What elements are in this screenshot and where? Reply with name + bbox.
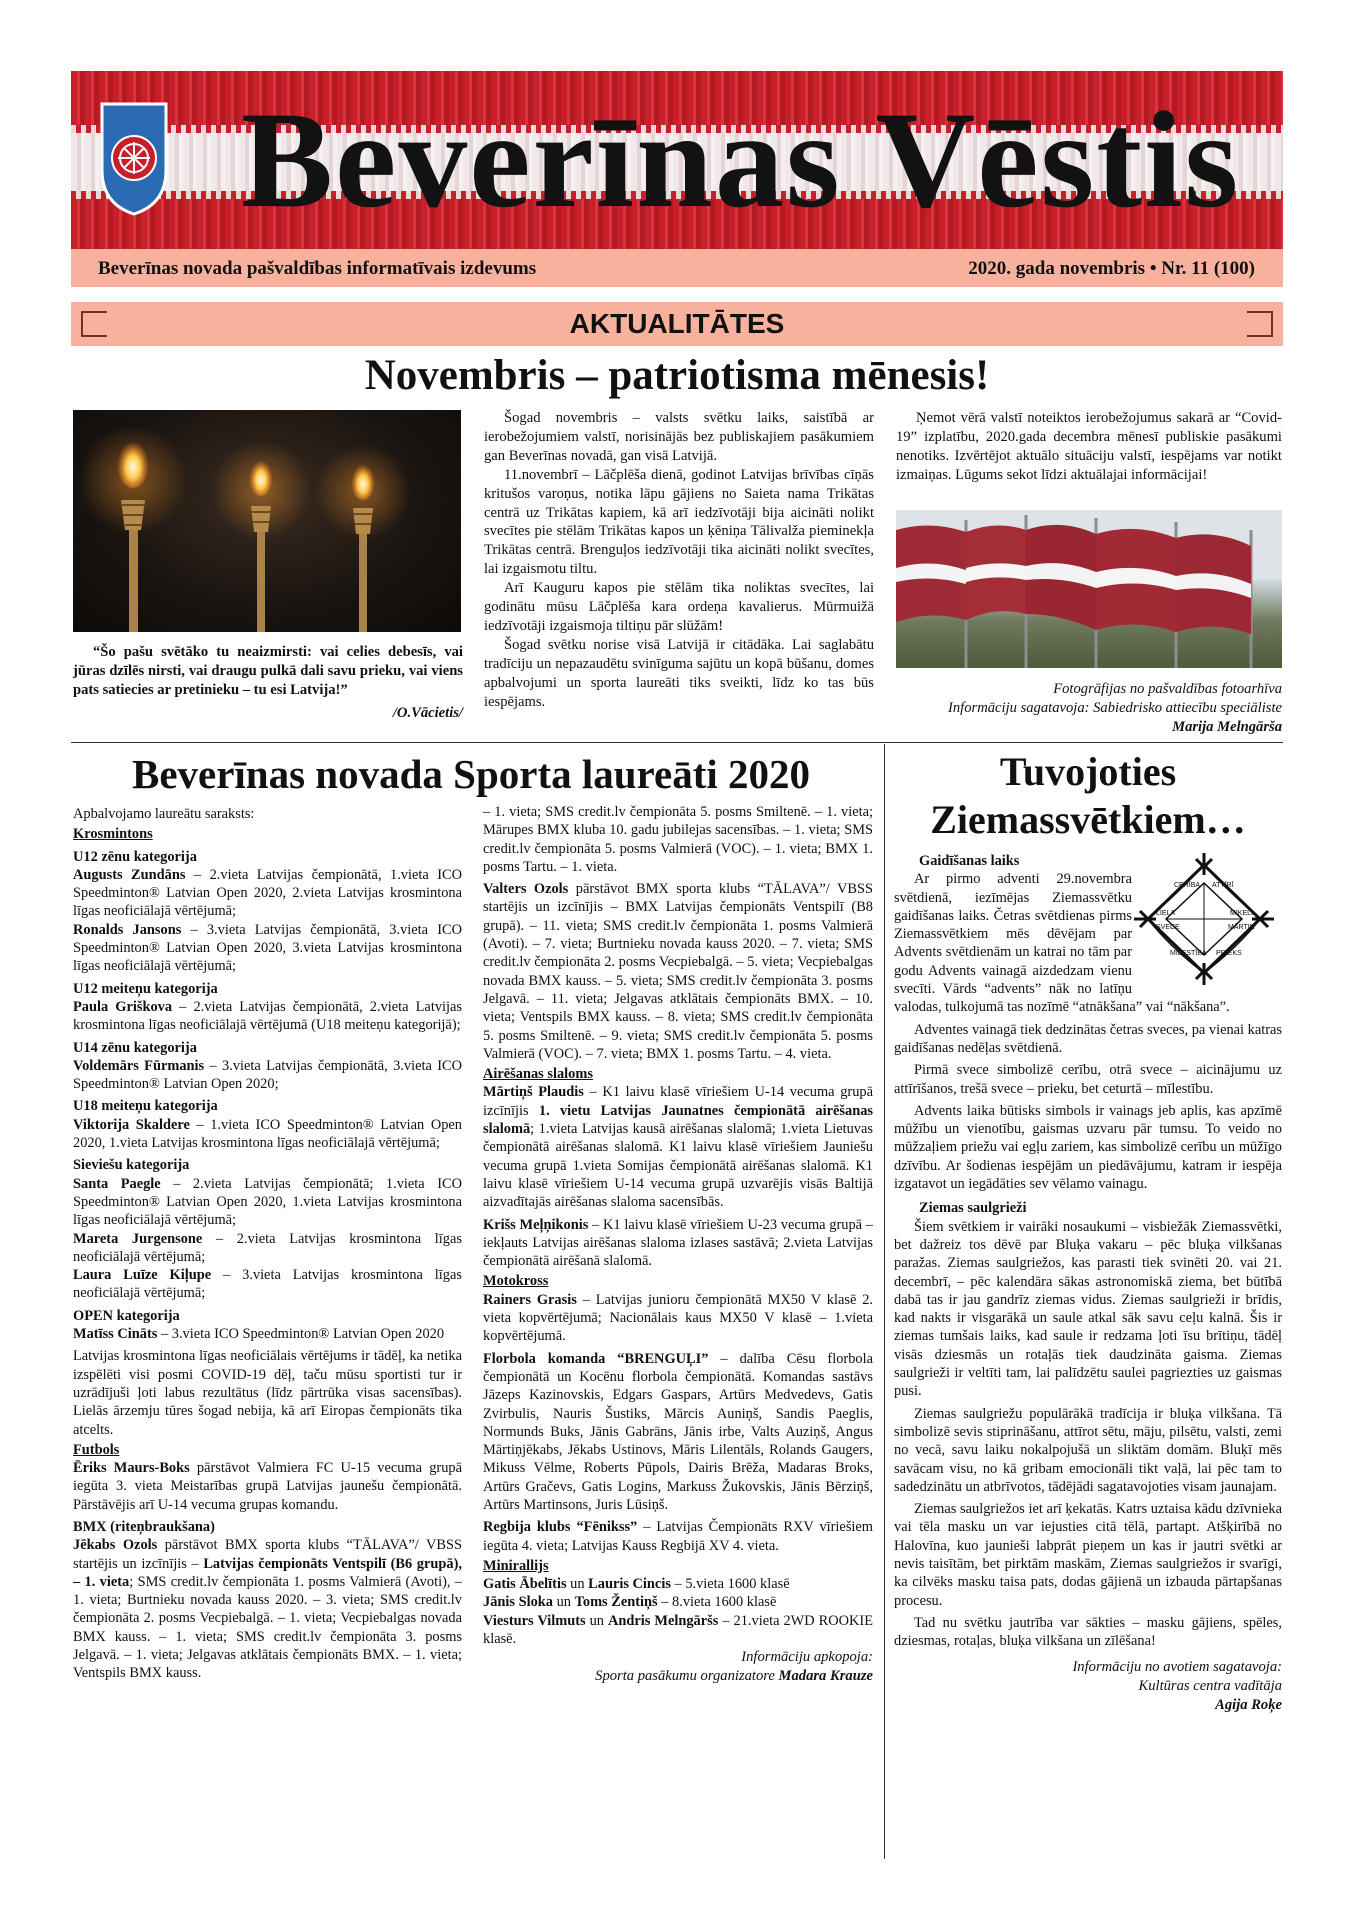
athlete-name: Mārtiņš Plaudis xyxy=(483,1084,584,1101)
result-text: – 1. vieta; SMS credit.lv čempionāta 5. posms Smiltenē. – 1. vieta; Mārupes BMX kluba 10. gadu jubilejas sacensības. – 1. vieta; SMS credit.lv čempionāta 5. posms Valmierā (VOC). – 1. vieta; BMX 1. posms Tartu. – 1. vieta. xyxy=(483,804,873,875)
subsection-motokross: Motokross xyxy=(483,1273,549,1290)
author-credit: Informāciju sagatavoja: Sabiedrisko attiecību speciāliste xyxy=(948,700,1282,716)
athlete-name: Jānis Sloka xyxy=(483,1594,553,1611)
result-text: – 8.vieta 1600 klasē xyxy=(657,1594,777,1611)
credit-role: Sporta pasākumu organizatore xyxy=(595,1668,779,1685)
athlete-name: Voldemārs Fūrmanis xyxy=(73,1057,205,1074)
athlete-name: Viesturs Vilmuts xyxy=(483,1612,586,1629)
masthead-subtitle: Beverīnas novada pašvaldības informatīvais izdevums xyxy=(98,258,537,279)
masthead-title: Beverīnas Vēstis xyxy=(241,83,1241,236)
category: U12 zēnu kategorija xyxy=(73,848,197,865)
athlete-name: Ēriks Maurs-Boks xyxy=(73,1460,190,1477)
masthead-info-bar xyxy=(71,249,1283,287)
conjunction: un xyxy=(566,1576,589,1593)
photo-credit: Fotogrāfijas no pašvaldības fotoarhīva xyxy=(1053,681,1282,697)
quote-author: /O.Vācietis/ xyxy=(392,705,463,721)
result-text: pārstāvot BMX sporta klubs “TĀLAVA”/ VBSS startējis un izcīnījis – xyxy=(73,1537,462,1572)
team-name: Regbija klubs “Fēnikss” xyxy=(483,1519,638,1536)
subsection-futbols: Futbols xyxy=(73,1441,120,1458)
paragraph: Šiem svētkiem ir vairāki nosaukumi – visbiežāk Ziemassvētki, bet dažreiz tos dēvē par Bluķa vakaru – pēc bluķa vilkšanas paražas. Ziemas saulgriežos, kas parasti tiek svinēti 20. vai 21. decembrī, – pēc kalendāra sākas astronomiskā ziema, bet būtībā dabā tas ir jau gandrīz ziemas vidus. Ziemas saulgrieži ir brīdis, kad nakts ir visgarākā un saule atkal sāk savu ceļu kalnā. Šis ir ziemas tumšais laiks, kad saule ir redzama ļoti īsu brītiņu, tādēļ visās dziesmās un rotaļās tiek daudzināta gaisma. Ziemas saulgrieži ir veltīti tam, lai palīdzētu saulei pagriezties uz gaismas pusi. xyxy=(894,1218,1282,1400)
paragraph: Šogad svētku norise visā Latvijā ir citādāka. Lai saglabātu tradīciju un nepazaudētu svinīguma sajūtu un kopā būšanu, domes apbalvojumi un sporta laureāti tiks sveikti, līdz ko tas būs iespējams. xyxy=(484,636,874,710)
author-name: Marija Melngārša xyxy=(1172,719,1282,735)
paragraph: Ņemot vērā valstī noteiktos ierobežojumus sakarā ar “Covid-19” izplatību, 2020.gada decembra mēnesī publiskie pasākumi nenotiks. Izvērtējot aktuālo situāciju valstī, iespējams var notikt izmaiņas. Lūgums sekot līdzi aktuālajai informācijai! xyxy=(896,410,1282,483)
emblem-label: MĪLESTĪBA xyxy=(1170,950,1207,957)
quote: “Šo pašu svētāko tu neaizmirsti: vai celies debesīs, vai jūras dzīlēs nirsti, vai draugu pulkā dali savu prieku, vai viens pats satiecies ar pretinieku – tu esi Latvija!” xyxy=(73,644,463,698)
section-banner xyxy=(71,302,1283,346)
result-text: – 2.vieta Latvijas čempionātā; 1.vieta ICO Speedminton® Latvian Open 2020, 1.vieta Latvijas krosmintona līgas neoficiālajā vērtējumā; xyxy=(73,1175,462,1229)
sport-column-2 xyxy=(483,803,873,1686)
athlete-name: Matīss Cināts xyxy=(73,1326,158,1343)
athlete-name: Viktorija Skaldere xyxy=(73,1116,190,1133)
result-text: pārstāvot BMX sporta klubs “TĀLAVA”/ VBSS startējis un izcīnījis – BMX Latvijas čempionāts Ventspilī (B8 grupā). – 11. vieta; SMS credit.lv čempionāta 1. posms Valmierā (Avoti). – 7. vieta; Burtnieku novada kauss 2020. – 7. vieta; SMS credit.lv čempionāta 2. posms Vecpiebalgā. – 5. vieta; Vecpiebalgas novada BMX kauss. – 5. vieta; SMS credit.lv čempionāta 3. posms Jelgavā. – 11. vieta; Jelgavas atklātais čempionāts BMX. – 10. vieta; Ventspils BMX kauss. – 8. vieta; SMS credit.lv čempionāta 5. posms Smiltenē. – 9. vieta; SMS credit.lv čempionāta 5. posms Valmierā (VOC). – 7. vieta; BMX 1. posms Tartu. – 4. vieta. xyxy=(483,881,873,1062)
athlete-name: Gatis Ābelītis xyxy=(483,1576,567,1593)
emblem-label: LIELA xyxy=(1156,910,1176,917)
lead-headline: Novembris – patriotisma mēnesis! xyxy=(364,352,990,399)
xmas-credit-role: Kultūras centra vadītāja xyxy=(1138,1678,1282,1695)
conjunction: un xyxy=(553,1594,575,1611)
paragraph: Tad nu svētku jautrība var sākties – masku gājiens, spēles, dziesmas, rotaļas, bluķa vilkšana un zīlēšana! xyxy=(894,1614,1282,1650)
intro: Apbalvojamo laureātu saraksts: xyxy=(73,806,255,822)
result-text: ; SMS credit.lv čempionāta 1. posms Valmierā (Avoti), – 1. vieta; Burtnieku novada kauss 2020. – 3. vieta; SMS credit.lv čempionāta 2. posms Vecpiebalgā. – 1. vieta; Vecpiebalgas novada BMX kauss. – 1. vieta; SMS credit.lv čempionāta 3. posms Jelgavā. – 1. vieta; Jelgavas atklātais čempionāts BMX. – 1. vieta; Ventspils BMX kauss. xyxy=(73,1573,462,1682)
athlete-name: Santa Paegle xyxy=(73,1175,161,1192)
result-text: – 2.vieta Latvijas krosmintona līgas neoficiālajā vērtējumā; xyxy=(73,1230,462,1265)
athlete-name: Augusts Zundāns xyxy=(73,866,186,883)
result-text: pārstāvot Valmiera FC U-15 vecuma grupā iegūta 3. vieta Meistarības grupā Latvijas jaunešu čempionātā. Pārstāvējis arī U-14 vecuma grupas komandu. xyxy=(73,1460,462,1513)
result-text: – 5.vieta 1600 klasē xyxy=(670,1576,790,1593)
conjunction: un xyxy=(585,1612,608,1629)
paragraph: Ziemas saulgriežu populārākā tradīcija ir bluķa vilkšana. Tā simbolizē sevis stiprināšanu, attīrot sētu, māju, pilsētu, valsti, zemi no vecā, savu laiku nokalpojušā un sliktām domām. Bluķī mēs savācam visu, no kā gribam emocionāli tikt vaļā, lai pēc tam to sadedzinātu un atbrīvotos, tādējādi sagatavojoties visam jaunajam. xyxy=(894,1405,1282,1495)
result-text: – Latvijas junioru čempionātā MX50 V klasē 2. vieta kopvērtējumā; Nacionālais kaus MX50 V klasē – 1.vieta kopvērtējumā. xyxy=(483,1291,873,1345)
result-text: – 3.vieta Latvijas čempionātā, 3.vieta ICO Speedminton® Latvian Open 2020; xyxy=(73,1057,462,1093)
issue-info: 2020. gada novembris • Nr. 11 (100) xyxy=(968,258,1255,279)
lead-article-notice xyxy=(896,409,1282,485)
paragraph: 11.novembrī – Lāčplēša dienā, godinot Latvijas brīvības cīņās kritušos varoņus, notika lāpu gājiens no Saieta nama Trikātas centrā uz Trikātas kapiem, kā arī iedzīvotāji bija aicināti nolikt svecītes pie stēlām Trikātas kapos un ķēniņa Tālivalža pieminekļa Trikātas centrā. Brenguļos iedzīvotāji tika aicināti nolikt svecītes, lai izgaismotu tiltu. xyxy=(484,466,874,578)
flags-photo xyxy=(896,510,1282,668)
result-text: – Latvijas Čempionāts RXV vīriešiem iegūta 4. vieta; Latvijas Kauss Regbijā XV 4. vieta. xyxy=(483,1519,874,1554)
banner-ornament-icon xyxy=(81,311,107,337)
category: U14 zēnu kategorija xyxy=(73,1039,197,1056)
emblem-label: SVECE xyxy=(1156,924,1180,931)
emblem-label: MIKELI xyxy=(1230,910,1253,917)
banner-ornament-icon xyxy=(1247,311,1273,337)
paragraph: Ar pirmo adventi 29.novembra svētdienā, iezīmējas Ziemassvētku gaidīšanas laiks. Četras svētdienas pirms Ziemassvētkiem mēs dēvējam par Advents svētdienām un katrai no tām par godu Advents vainagā aizdedzam vienu svecīti. Vārds “advents” nāk no latīņu valodas, tulkojumā tas nozīmē “atnākšana” vai “nākšana”. xyxy=(894,871,1230,1016)
emblem-label: PRIEKS xyxy=(1216,950,1242,957)
result-text: – K1 laivu klasē vīriešiem U-14 vecuma grupā izcīnījis xyxy=(483,1084,873,1119)
sport-credit: Informāciju apkopoja: xyxy=(741,1649,873,1666)
category: Sieviešu kategorija xyxy=(73,1157,190,1174)
paragraph: Advents laika būtisks simbols ir vainags jeb aplis, kas apzīmē mūžību un vienotību, gaismas uzvaru pār tumsu. To veido no mūžzaļiem priežu vai egļu zariem, kas simbolizē cerību un mūžīgo dzīvību. Ar šodienas iespējām un piedāvājumu, katram ir iespēja izgatavot un iegādāties sev vēlamo vainagu. xyxy=(894,1102,1282,1193)
credit-name: Madara Krauze xyxy=(778,1668,873,1685)
athlete-name: Toms Žentiņš xyxy=(574,1594,658,1611)
lead-article-text xyxy=(484,409,874,712)
athlete-name: Laura Luīze Kiļupe xyxy=(73,1267,212,1284)
result-text: – 2.vieta Latvijas čempionātā, 2.vieta Latvijas krosmintona līgas neoficiālajā vērtējumā (U18 meiteņu kategorijā); xyxy=(73,998,462,1034)
paragraph: Pirmā svece simbolizē cerību, otrā svece – aicinājumu uz attīrīšanos, trešā svece – prieku, bet ceturtā – mīlestību. xyxy=(894,1062,1282,1097)
athlete-name: Paula Griškova xyxy=(73,998,173,1015)
category: OPEN kategorija xyxy=(73,1307,180,1324)
sport-credit-name xyxy=(483,1667,873,1686)
result-text: – dalība Cēsu florbola čempionātā un Kocēnu florbola čempionātā. Komandas sastāvs Jāzeps Kazinovskis, Edgars Gaspars, Artūrs Medvedevs, Gatis Zvirbulis, Nauris Šustiks, Mārcis Auniņš, Sandis Paeglis, Normunds Buks, Jānis Gabrāns, Jānis irbe, Valts Auziņš, Angus Mārtiņjēkabs, Jēkabs Ustinovs, Māris Lilentāls, Rolands Gaugers, Mikuss Vēlme, Roberts Pūpols, Dairis Brēža, Madaras Broks, Artūrs Gračevs, Gatis Logins, Markuss Žukovskis, Jānis Bērziņš, Artūrs Martinsons, Juris Lūsiņš. xyxy=(483,1350,873,1513)
result-text: – 3.vieta Latvijas krosmintona līgas neoficiālajā vērtējumā; xyxy=(73,1267,462,1302)
paragraph: Ziemas saulgriežos iet arī ķekatās. Katrs uztaisa kādu dzīvnieka vai tēla masku un var iejusties citā tēlā, partapt. Atšķirībā no Halovīna, kuo jaunieši labprāt pieņem un kas ir jautri svētki ar nevis taisītām, bet pirktām maskām, Ziemas saulgriežos ir svarīgi, ka cilvēks masku taisa pats, dodas gājienā un izbauda pārtapšanas procesu. xyxy=(894,1501,1282,1609)
athlete-name: Rainers Grasis xyxy=(483,1291,577,1308)
athlete-name: Lauris Cincis xyxy=(588,1576,671,1593)
sport-title: Beverīnas novada Sporta laureāti 2020 xyxy=(131,751,811,797)
subsection-krosmintons: Krosmintons xyxy=(73,826,153,843)
emblem-label: CERĪBA xyxy=(1174,882,1201,889)
athlete-name: Krišs Meļņikonis xyxy=(483,1216,589,1233)
column-divider xyxy=(884,744,885,1859)
emblem-label: ATTĪRĪ xyxy=(1212,882,1234,889)
team-name: Florbola komanda “BRENGUĻI” xyxy=(483,1350,709,1367)
masthead xyxy=(71,71,1283,249)
athlete-name: Ronalds Jansons xyxy=(73,921,182,938)
result-text: – 21.vieta 2WD ROOKIE klasē. xyxy=(483,1612,874,1648)
result-highlight: 1. vietu Latvijas Jaunatnes čempionātā airēšanas slalomā xyxy=(483,1102,873,1138)
result-text: – 3.vieta ICO Speedminton® Latvian Open 2020 xyxy=(157,1326,445,1343)
sport-column-1 xyxy=(73,805,462,1683)
emblem-label: MĀRTIŅ xyxy=(1228,924,1255,931)
subsection-bmx: BMX (riteņbraukšana) xyxy=(73,1518,215,1535)
result-text: – 1.vieta ICO Speedminton® Latvian Open 2020, 1.vieta Latvijas krosmintona līgas neoficiālajā vērtējumā; xyxy=(73,1116,462,1152)
coat-of-arms-icon xyxy=(98,100,170,218)
result-text: – 3.vieta Latvijas čempionātā, 3.vieta ICO Speedminton® Latvian Open 2020, 3.vieta Latvijas krosmintona līgas neoficiālajā vērtējumā; xyxy=(73,921,462,975)
athlete-name: Jēkabs Ozols xyxy=(73,1537,158,1554)
subsection-saulgriezi: Ziemas saulgrieži xyxy=(919,1200,1027,1217)
xmas-credit: Informāciju no avotiem sagatavoja: xyxy=(1072,1659,1282,1676)
section-banner-title: AKTUALITĀTES xyxy=(569,308,785,339)
athlete-name: Mareta Jurgensone xyxy=(73,1230,203,1247)
section-divider xyxy=(71,742,1283,743)
result-text: – K1 laivu klasē vīriešiem U-23 vecuma grupā – iekļauts Latvijas airēšanas slaloma izlases sastāvā; 2.vieta Latvijas čempionātā airēšanā slalomā. xyxy=(483,1216,873,1270)
paragraph: Adventes vainagā tiek dedzinātas četras sveces, pa vienai katras gaidīšanas nedēļas svētdienā. xyxy=(894,1021,1283,1056)
xmas-title: Tuvojoties Ziemassvētkiem… xyxy=(930,749,1246,842)
xmas-column xyxy=(894,848,1282,1715)
athlete-name: Valters Ozols xyxy=(483,881,569,898)
xmas-credit-name: Agija Roķe xyxy=(1215,1697,1282,1714)
subsection-minirallijs: Minirallijs xyxy=(483,1557,549,1574)
result-highlight: Latvijas čempionāts Ventspilī (B6 grupā), – 1. vieta xyxy=(73,1555,462,1590)
athlete-name: Andris Melngāršs xyxy=(608,1612,719,1629)
result-text: – 2.vieta Latvijas čempionātā, 1.vieta ICO Speedminton® Latvian Open 2020, 2.vieta Latvijas krosmintona līgas neoficiālajā vērtējumā; xyxy=(73,866,462,920)
subsection-gaidisanas: Gaidīšanas laiks xyxy=(919,853,1020,869)
result-text: ; 1.vieta Latvijas kausā airēšanas slalomā; 1.vieta Lietuvas čempionātā airēšanas slalomā. K1 laivu klasē vīriešiem Jauniešu vecuma grupā 1.vieta Somijas čempionātā airēšanas slalomā. K1 laivu klasē vīriešiem U-14 vecuma grupā uzvarējis visās Baltijā aizvadītajās airēšanas slaloma sacensībās. xyxy=(483,1121,873,1211)
category: U18 meiteņu kategorija xyxy=(73,1098,218,1115)
krosmintons-note: Latvijas krosmintona līgas neoficiālais vērtējums ir tādēļ, ka netika izspēlēti visi posmi COVID-19 dēļ, taču mūsu sportisti tur ir uzrādījuši ļoti labus rezultātus (līdz pārtrūka visas sacensības). Lielās ārzemju tūres šogad nebija, kā arī Eiropas čempionāts tika atcelts. xyxy=(73,1348,462,1438)
subsection-airesanas: Airēšanas slaloms xyxy=(483,1066,593,1083)
category: U12 meiteņu kategorija xyxy=(73,980,218,997)
torch-photo xyxy=(73,410,461,632)
paragraph: Arī Kauguru kapos pie stēlām tika noliktas svecītes, lai godinātu mūsu Lāčplēša kara ordeņa kavalierus. Mūrmuižā iedzīvotāji izgaismoja tiltiņu pār slūžām! xyxy=(484,580,874,634)
paragraph: Šogad novembris – valsts svētku laiks, saistībā ar ierobežojumiem valstī, norisinājās bez publiskajiem pasākumiem gan Beverīnas novadā, gan visā Latvijā. xyxy=(484,410,874,464)
